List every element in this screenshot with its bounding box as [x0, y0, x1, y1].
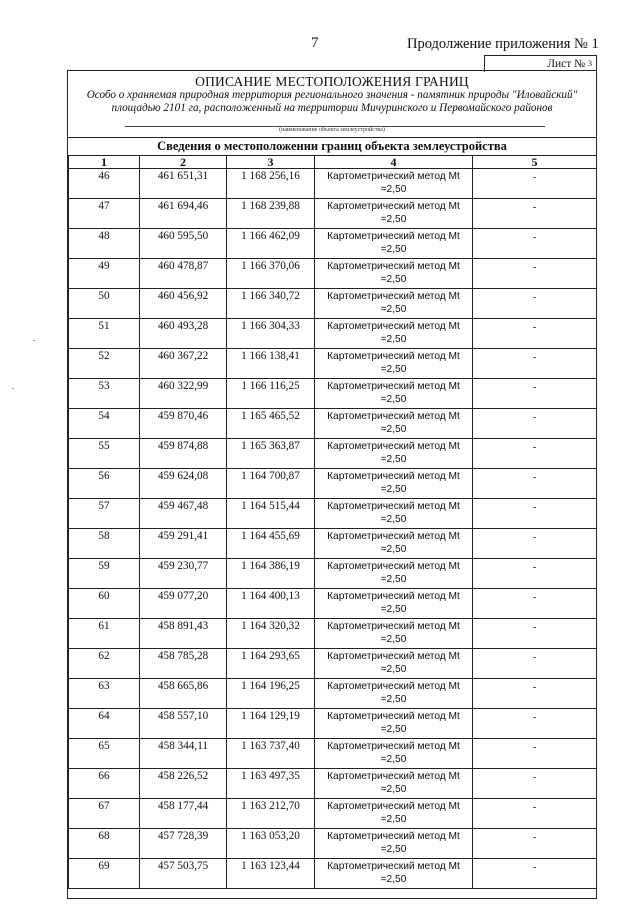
scan-artifact [33, 340, 35, 341]
method-cell: Картометрический метод Mt =2,50 [315, 559, 473, 589]
note-cell: - [473, 679, 597, 709]
table-row [69, 499, 597, 529]
point-number: 66 [69, 769, 140, 799]
point-number: 65 [69, 739, 140, 769]
note-cell: - [473, 619, 597, 649]
coordinate-y: 1 166 304,33 [227, 319, 315, 349]
coordinate-x: 458 665,86 [140, 679, 227, 709]
table-row [69, 649, 597, 679]
method-cell: Картометрический метод Mt =2,50 [315, 739, 473, 769]
point-number: 50 [69, 289, 140, 319]
coordinate-y: 1 166 116,25 [227, 379, 315, 409]
table-row [69, 289, 597, 319]
coordinate-x: 459 077,20 [140, 589, 227, 619]
note-cell: - [473, 769, 597, 799]
coordinate-y: 1 164 400,13 [227, 589, 315, 619]
point-number: 46 [69, 169, 140, 199]
point-number: 51 [69, 319, 140, 349]
coordinate-y: 1 164 515,44 [227, 499, 315, 529]
table-row [69, 589, 597, 619]
coordinate-y: 1 164 455,69 [227, 529, 315, 559]
section-title: Сведения о местоположении границ объекта землеустройства [68, 137, 596, 154]
table-header-row [69, 156, 597, 169]
table-row [69, 199, 597, 229]
coordinate-y: 1 166 370,06 [227, 259, 315, 289]
coordinate-y: 1 166 462,09 [227, 229, 315, 259]
note-cell: - [473, 559, 597, 589]
note-cell: - [473, 319, 597, 349]
table-row [69, 559, 597, 589]
table-row [69, 529, 597, 559]
method-cell: Картометрический метод Mt =2,50 [315, 439, 473, 469]
coordinate-x: 460 595,50 [140, 229, 227, 259]
column-header: 3 [227, 156, 315, 169]
coordinate-y: 1 163 212,70 [227, 799, 315, 829]
coordinate-x: 458 177,44 [140, 799, 227, 829]
coordinate-y: 1 166 340,72 [227, 289, 315, 319]
note-cell: - [473, 709, 597, 739]
note-cell: - [473, 499, 597, 529]
coordinate-y: 1 164 386,19 [227, 559, 315, 589]
note-cell: - [473, 739, 597, 769]
coordinate-y: 1 168 239,88 [227, 199, 315, 229]
coordinate-x: 460 456,92 [140, 289, 227, 319]
point-number: 47 [69, 199, 140, 229]
method-cell: Картометрический метод Mt =2,50 [315, 859, 473, 889]
column-header: 2 [140, 156, 227, 169]
coordinate-y: 1 164 129,19 [227, 709, 315, 739]
note-cell: - [473, 469, 597, 499]
table-row [69, 829, 597, 859]
coordinate-x: 461 694,46 [140, 199, 227, 229]
sheet-label: Лист № [547, 58, 586, 70]
point-number: 64 [69, 709, 140, 739]
table-row [69, 259, 597, 289]
table-row [69, 799, 597, 829]
coordinate-y: 1 163 497,35 [227, 769, 315, 799]
point-number: 55 [69, 439, 140, 469]
sheet-number: 3 [588, 59, 592, 68]
table-row [69, 229, 597, 259]
point-number: 69 [69, 859, 140, 889]
method-cell: Картометрический метод Mt =2,50 [315, 499, 473, 529]
point-number: 54 [69, 409, 140, 439]
method-cell: Картометрический метод Mt =2,50 [315, 229, 473, 259]
point-number: 57 [69, 499, 140, 529]
column-header: 1 [69, 156, 140, 169]
coordinate-x: 459 870,46 [140, 409, 227, 439]
coordinate-y: 1 163 123,44 [227, 859, 315, 889]
point-number: 67 [69, 799, 140, 829]
note-cell: - [473, 289, 597, 319]
coordinate-y: 1 164 293,65 [227, 649, 315, 679]
note-cell: - [473, 529, 597, 559]
coordinate-x: 458 891,43 [140, 619, 227, 649]
note-cell: - [473, 349, 597, 379]
method-cell: Картометрический метод Mt =2,50 [315, 769, 473, 799]
document-frame [67, 70, 597, 899]
point-number: 56 [69, 469, 140, 499]
method-cell: Картометрический метод Mt =2,50 [315, 529, 473, 559]
coordinate-y: 1 163 737,40 [227, 739, 315, 769]
table-row [69, 739, 597, 769]
table-row [69, 469, 597, 499]
object-caption: (наименование объекта землеустройства) [279, 127, 385, 133]
coordinate-y: 1 168 256,16 [227, 169, 315, 199]
note-cell: - [473, 259, 597, 289]
point-number: 63 [69, 679, 140, 709]
document-title: ОПИСАНИЕ МЕСТОПОЛОЖЕНИЯ ГРАНИЦ [195, 74, 469, 89]
point-number: 62 [69, 649, 140, 679]
method-cell: Картометрический метод Mt =2,50 [315, 379, 473, 409]
method-cell: Картометрический метод Mt =2,50 [315, 349, 473, 379]
coordinates-table [68, 155, 597, 889]
coordinate-x: 458 785,28 [140, 649, 227, 679]
coordinate-x: 460 478,87 [140, 259, 227, 289]
point-number: 59 [69, 559, 140, 589]
note-cell: - [473, 229, 597, 259]
point-number: 58 [69, 529, 140, 559]
coordinate-y: 1 166 138,41 [227, 349, 315, 379]
note-cell: - [473, 799, 597, 829]
note-cell: - [473, 649, 597, 679]
table-row [69, 319, 597, 349]
coordinate-y: 1 165 363,87 [227, 439, 315, 469]
column-header: 5 [473, 156, 597, 169]
note-cell: - [473, 409, 597, 439]
coordinate-x: 459 624,08 [140, 469, 227, 499]
coordinate-y: 1 164 320,32 [227, 619, 315, 649]
scan-artifact [12, 388, 14, 389]
method-cell: Картометрический метод Mt =2,50 [315, 679, 473, 709]
appendix-label: Продолжение приложения № 1 [407, 36, 599, 52]
coordinate-x: 457 728,39 [140, 829, 227, 859]
note-cell: - [473, 439, 597, 469]
coordinate-x: 460 322,99 [140, 379, 227, 409]
point-number: 48 [69, 229, 140, 259]
method-cell: Картометрический метод Mt =2,50 [315, 319, 473, 349]
table-row [69, 379, 597, 409]
method-cell: Картометрический метод Mt =2,50 [315, 289, 473, 319]
method-cell: Картометрический метод Mt =2,50 [315, 259, 473, 289]
method-cell: Картометрический метод Mt =2,50 [315, 649, 473, 679]
coordinate-x: 457 503,75 [140, 859, 227, 889]
note-cell: - [473, 589, 597, 619]
note-cell: - [473, 859, 597, 889]
note-cell: - [473, 169, 597, 199]
coordinate-y: 1 163 053,20 [227, 829, 315, 859]
method-cell: Картометрический метод Mt =2,50 [315, 589, 473, 619]
coordinate-x: 459 230,77 [140, 559, 227, 589]
table-row [69, 439, 597, 469]
point-number: 53 [69, 379, 140, 409]
table-row [69, 349, 597, 379]
method-cell: Картометрический метод Mt =2,50 [315, 619, 473, 649]
table-row [69, 619, 597, 649]
table-row [69, 169, 597, 199]
object-description: Особо о храняемая природная территория регионального значения - памятник природы "Иловайский" площадью 2101 га, расположенный на территории Мичуринского и Первомайского районов [86, 89, 578, 115]
method-cell: Картометрический метод Mt =2,50 [315, 709, 473, 739]
method-cell: Картометрический метод Mt =2,50 [315, 799, 473, 829]
method-cell: Картометрический метод Mt =2,50 [315, 469, 473, 499]
method-cell: Картометрический метод Mt =2,50 [315, 169, 473, 199]
note-cell: - [473, 199, 597, 229]
page-number: 7 [311, 35, 319, 51]
note-cell: - [473, 829, 597, 859]
table-row [69, 679, 597, 709]
point-number: 68 [69, 829, 140, 859]
coordinate-y: 1 164 196,25 [227, 679, 315, 709]
coordinate-x: 459 467,48 [140, 499, 227, 529]
coordinate-x: 460 493,28 [140, 319, 227, 349]
table-row [69, 769, 597, 799]
coordinate-x: 461 651,31 [140, 169, 227, 199]
method-cell: Картометрический метод Mt =2,50 [315, 199, 473, 229]
point-number: 61 [69, 619, 140, 649]
column-header: 4 [315, 156, 473, 169]
table-row [69, 409, 597, 439]
coordinate-x: 460 367,22 [140, 349, 227, 379]
point-number: 49 [69, 259, 140, 289]
method-cell: Картометрический метод Mt =2,50 [315, 829, 473, 859]
coordinate-x: 458 344,11 [140, 739, 227, 769]
table-row [69, 859, 597, 889]
coordinate-y: 1 165 465,52 [227, 409, 315, 439]
coordinate-x: 459 874,88 [140, 439, 227, 469]
coordinate-x: 459 291,41 [140, 529, 227, 559]
point-number: 52 [69, 349, 140, 379]
note-cell: - [473, 379, 597, 409]
coordinate-x: 458 557,10 [140, 709, 227, 739]
coordinate-x: 458 226,52 [140, 769, 227, 799]
table-row [69, 709, 597, 739]
method-cell: Картометрический метод Mt =2,50 [315, 409, 473, 439]
point-number: 60 [69, 589, 140, 619]
coordinate-y: 1 164 700,87 [227, 469, 315, 499]
